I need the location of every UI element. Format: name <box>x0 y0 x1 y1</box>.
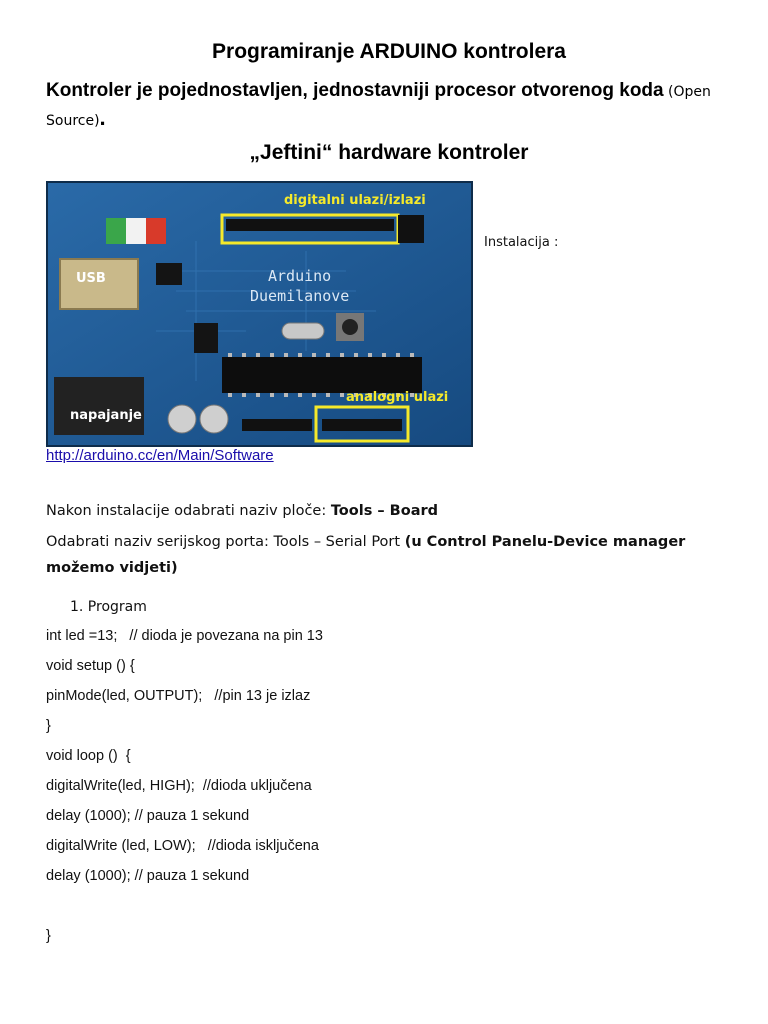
serial-port-plain: Odabrati naziv serijskog porta: Tools – Serial Port <box>46 534 405 550</box>
intro-paragraph <box>46 78 736 134</box>
usb-label: USB <box>76 271 106 286</box>
arduino-software-link[interactable]: http://arduino.cc/en/Main/Software <box>46 447 274 464</box>
code-line: void setup () { <box>46 658 135 674</box>
code-line: int led =13; // dioda je povezana na pin 13 <box>46 628 323 644</box>
intro-dot: . <box>99 105 106 130</box>
code-line: digitalWrite(led, HIGH); //dioda uključena <box>46 778 312 794</box>
power-label: napajanje <box>70 408 142 423</box>
analog-inputs-label: analogni ulazi <box>346 390 449 405</box>
serial-port-text <box>46 529 746 581</box>
intro-open-source: (Open Source) <box>46 84 711 129</box>
board-selection-plain: Nakon instalacije odabrati naziv ploče: <box>46 503 331 519</box>
code-line: void loop () { <box>46 748 131 764</box>
document-subtitle: „Jeftini“ hardware kontroler <box>249 141 529 164</box>
code-line: pinMode(led, OUTPUT); //pin 13 je izlaz <box>46 688 311 704</box>
board-selection-text <box>46 503 438 519</box>
code-line: delay (1000); // pauza 1 sekund <box>46 808 250 824</box>
digital-io-label: digitalni ulazi/izlazi <box>284 193 426 208</box>
intro-bold-text: Kontroler je pojednostavljen, jednostavniji procesor otvorenog koda <box>46 80 664 101</box>
code-line: digitalWrite (led, LOW); //dioda isključena <box>46 838 319 854</box>
arduino-board-image <box>46 181 473 447</box>
document-title: Programiranje ARDUINO kontrolera <box>212 40 566 63</box>
board-selection-bold: Tools – Board <box>330 503 439 519</box>
program-list-item: 1. Program <box>70 599 147 615</box>
code-line: delay (1000); // pauza 1 sekund <box>46 868 250 884</box>
code-line: } <box>46 718 51 734</box>
serial-port-bold: (u Control Panelu-Device manager možemo vidjeti) <box>46 534 686 576</box>
board-name-line1: Arduino <box>268 267 332 285</box>
code-line: } <box>46 928 51 944</box>
board-name-line2: Duemilanove <box>250 287 350 305</box>
instalacija-label: Instalacija : <box>484 235 559 250</box>
